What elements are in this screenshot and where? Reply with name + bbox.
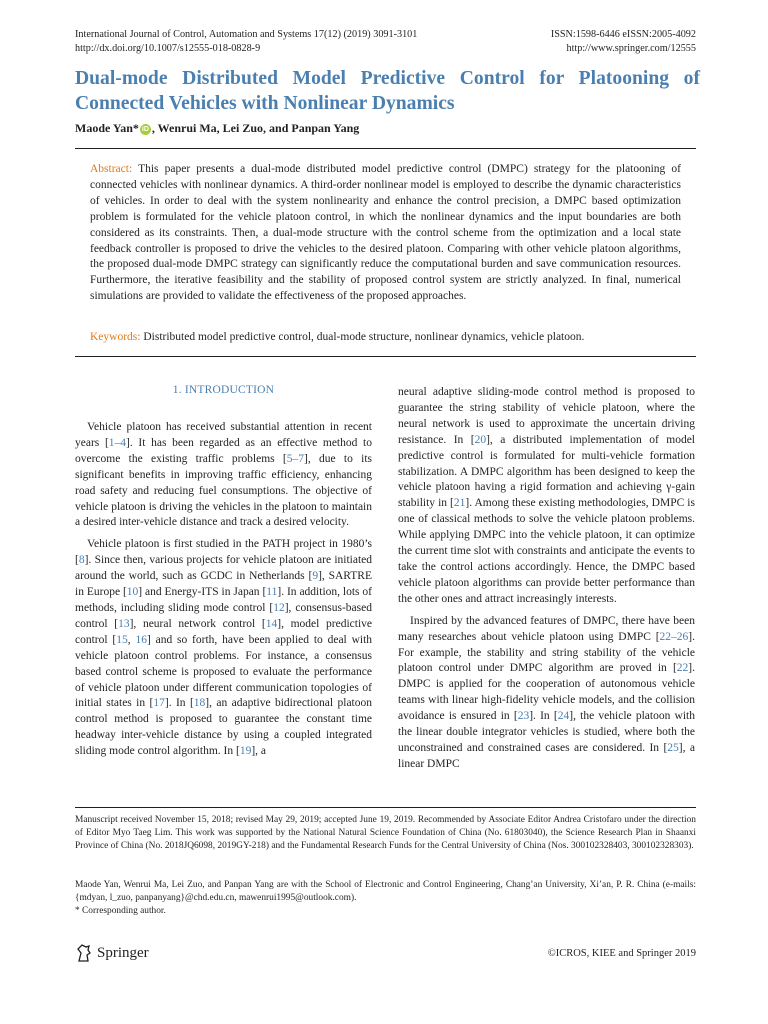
springer-logo (75, 943, 149, 963)
citation-link[interactable]: 18 (193, 697, 206, 710)
citation-link[interactable]: 11 (266, 586, 278, 599)
body-text: ], neural network control [ (129, 617, 266, 630)
right-column (398, 385, 695, 779)
citation-link[interactable]: 24 (557, 710, 570, 723)
citation-link[interactable]: 16 (135, 633, 147, 646)
citation-link[interactable]: 22 (676, 662, 689, 675)
footnote-affiliation (75, 879, 696, 918)
abstract-text: This paper presents a dual-mode distributed model predictive control (DMPC) strategy for the platooning of connected vehicles with nonlinear dynamics. A third-order nonlinear model is employed to describe the dynamic characteristics of vehicles. In order to deal with the system nonlinearity and enhance the control precision, a DMPC based optimization problem is formulated for the vehicle platoon control, in which the nonlinear dynamics and the input boundaries are both considered as its constraints. Then, a dual-mode structure with the control scheme from the optimization and a local state feedback controller is proposed to drive the vehicles to the desired platoon. Comparing with other vehicle platoon algorithms, the proposed dual-mode DMPC strategy can significantly reduce the computational burden and save communication resources. Furthermore, the iterative feasibility and the stability of proposed control system are strictly analyzed. In final, numerical simulations are provided to validate the effectiveness of the proposed approaches. (90, 163, 682, 303)
body-text: ], a distributed implementation of model predictive control is formulated for multi-vehicle formation stabilization. A DMPC algorithm has been designed to keep the vehicle platoon having a rigid formation and achieving γ-gain stability in [ (398, 433, 695, 510)
citation-link[interactable]: 15 (116, 633, 128, 646)
author-list (75, 121, 359, 136)
body-text: ], the vehicle platoon with the linear double integrator vehicles is studied, where both the unconstrained and constrained cases are considered. In [ (398, 710, 695, 754)
manuscript-note: Manuscript received November 15, 2018; revised May 29, 2019; accepted June 19, 2019. Recommended by Associate Editor Andrea Cristofaro under the direction of Editor Myo Taeg Lim. This work was supported by the National Natural Science Foundation of China (No. 61803040), the Science Research Plan in Shaanxi Province of China (No. 2018JQ6098, 2019GY-218) and the Fundamental Research Funds for the Central University of China (Nos. 300102328403, 300102328303). (75, 815, 696, 851)
co-authors: , Wenrui Ma, Lei Zuo, and Panpan Yang (151, 121, 360, 135)
citation-link[interactable]: 25 (667, 741, 679, 754)
citation-link[interactable]: 1–4 (108, 436, 127, 449)
keywords-text: Distributed model predictive control, dual-mode structure, nonlinear dynamics, vehicle platoon. (143, 331, 585, 343)
divider-top (75, 148, 696, 149)
orcid-icon[interactable]: iD (141, 126, 149, 133)
body-text: ]. It has been regarded as an effective method to overcome the existing traffic problems [ (75, 436, 373, 465)
corresponding-note: * Corresponding author. (75, 906, 166, 916)
corresponding-author: Maode Yan* (75, 121, 139, 135)
abstract-label: Abstract: (90, 163, 133, 175)
citation-link[interactable]: 9 (312, 570, 319, 583)
citation-link[interactable]: 12 (273, 601, 285, 614)
citation-link[interactable]: 23 (517, 710, 530, 723)
body-text: , (127, 633, 136, 646)
body-text: ], consensus-based control [ (75, 601, 372, 630)
keywords-label: Keywords: (90, 331, 141, 343)
intro-paragraph-1 (75, 420, 372, 531)
citation-link[interactable]: 17 (153, 697, 165, 710)
body-text: ], SARTRE in Europe [ (75, 570, 373, 599)
citation-link[interactable]: 21 (453, 497, 466, 510)
body-text: ] and Energy-ITS in Japan [ (138, 586, 267, 599)
citation-link[interactable]: 5–7 (286, 452, 305, 465)
body-text: ], due to its significant benefits in improving traffic efficiency, enhancing road safety and reducing fuel consumptions. The objective of vehicle platoon is driving the vehicles in the platoon to maintain a desired inter-vehicle distance and track a desired velocity. (75, 452, 373, 529)
body-text: ]. Since then, various projects for vehicle platoon are initiated around the world, such as GCDC in Netherlands [ (75, 554, 372, 583)
springer-horse-icon (75, 943, 93, 963)
body-text: neural adaptive sliding-mode control method is proposed to guarantee the string stability of vehicle platoon, where the neural network is used to approximate the uncertain driving resistance. In [ (398, 386, 695, 446)
header-left (75, 28, 417, 55)
header-right (551, 28, 696, 55)
body-text: ]. For example, the stability and string stability of the vehicle platoon control under DMPC algorithm are proved in [ (398, 630, 695, 675)
affiliation-note: Maode Yan, Wenrui Ma, Lei Zuo, and Panpan Yang are with the School of Electronic and Control Engineering, Chang’an University, Xi’an, P. R. China (e-mails: {mdyan, l_zuo, panpanyang}@chd.edu.cn, mawenrui1995@outlook.com). (75, 880, 696, 903)
footnote-manuscript (75, 814, 696, 853)
body-text: Inspired by the advanced features of DMPC, there have been many researches about vehicle platoon using DMPC [ (398, 614, 695, 643)
citation-link[interactable]: 14 (265, 617, 278, 630)
citation-link[interactable]: 13 (118, 617, 130, 630)
intro-paragraph-4 (398, 614, 695, 773)
copyright-text: ©ICROS, KIEE and Springer 2019 (547, 948, 696, 959)
citation-link[interactable]: 8 (78, 554, 85, 567)
divider-abstract (75, 356, 696, 357)
citation-link[interactable]: 22–26 (659, 630, 689, 643)
body-text: ] and so forth, have been applied to deal with vehicle platoon control problems. For instance, a consensus based control scheme is proposed to evaluate the performance of vehicle platoon under different communication topologies of initial states in [ (75, 633, 373, 710)
body-text: ], model predictive control [ (75, 617, 372, 646)
body-text: ]. In [ (529, 710, 558, 723)
body-text: Vehicle platoon is first studied in the PATH project in 1980’s [ (75, 538, 372, 567)
journal-url-link[interactable]: http://www.springer.com/12555 (566, 42, 696, 54)
paper-title: Dual-mode Distributed Model Predictive Control for Platooning of Connected Vehicles with Nonlinear Dynamics (75, 68, 700, 114)
body-text: Vehicle platoon has received substantial attention in recent years [ (75, 421, 372, 449)
body-text: ], a linear DMPC (398, 741, 695, 770)
keywords-block (90, 330, 681, 346)
body-text: ], a (251, 745, 266, 758)
citation-link[interactable]: 19 (239, 745, 252, 758)
left-column (75, 420, 372, 766)
abstract-block (90, 162, 681, 305)
body-text: ], an adaptive bidirectional platoon control method is proposed to guarantee the constant time headway inter-vehicle distance by using a coupled integrated sliding mode control algorithm. In [ (75, 697, 373, 758)
intro-paragraph-2 (75, 537, 372, 760)
citation-link[interactable]: 20 (474, 433, 487, 446)
journal-citation: International Journal of Control, Automation and Systems 17(12) (2019) 3091-3101 (75, 29, 418, 40)
doi-link[interactable]: http://dx.doi.org/10.1007/s12555-018-0828-9 (75, 42, 261, 54)
springer-wordmark: Springer (97, 944, 149, 961)
intro-paragraph-3 (398, 385, 695, 608)
body-text: ]. DMPC is applied for the cooperation of autonomous vehicle teams with linear high-fidelity vehicle models, and the collision avoidance is ensured in [ (398, 662, 695, 723)
body-text: ]. In addition, lots of methods, including sliding mode control [ (75, 586, 373, 614)
divider-footnotes (75, 807, 696, 808)
issn-text: ISSN:1598-6446 eISSN:2005-4092 (550, 29, 696, 40)
body-text: ]. In [ (164, 697, 194, 710)
citation-link[interactable]: 10 (126, 586, 139, 599)
section-heading-introduction: 1. INTRODUCTION (172, 384, 275, 396)
body-text: ]. Among these existing methodologies, DMPC is one of classical methods to solve the vehicle platoon problems. While applying DMPC into the vehicle platoon, it can optimize the current time slot with constraints and anticipate the events to take the control actions accordingly. Hence, the DMPC based vehicle platoon algorithms can provide better performance than the other ones and attract increasingly interests. (398, 497, 695, 605)
